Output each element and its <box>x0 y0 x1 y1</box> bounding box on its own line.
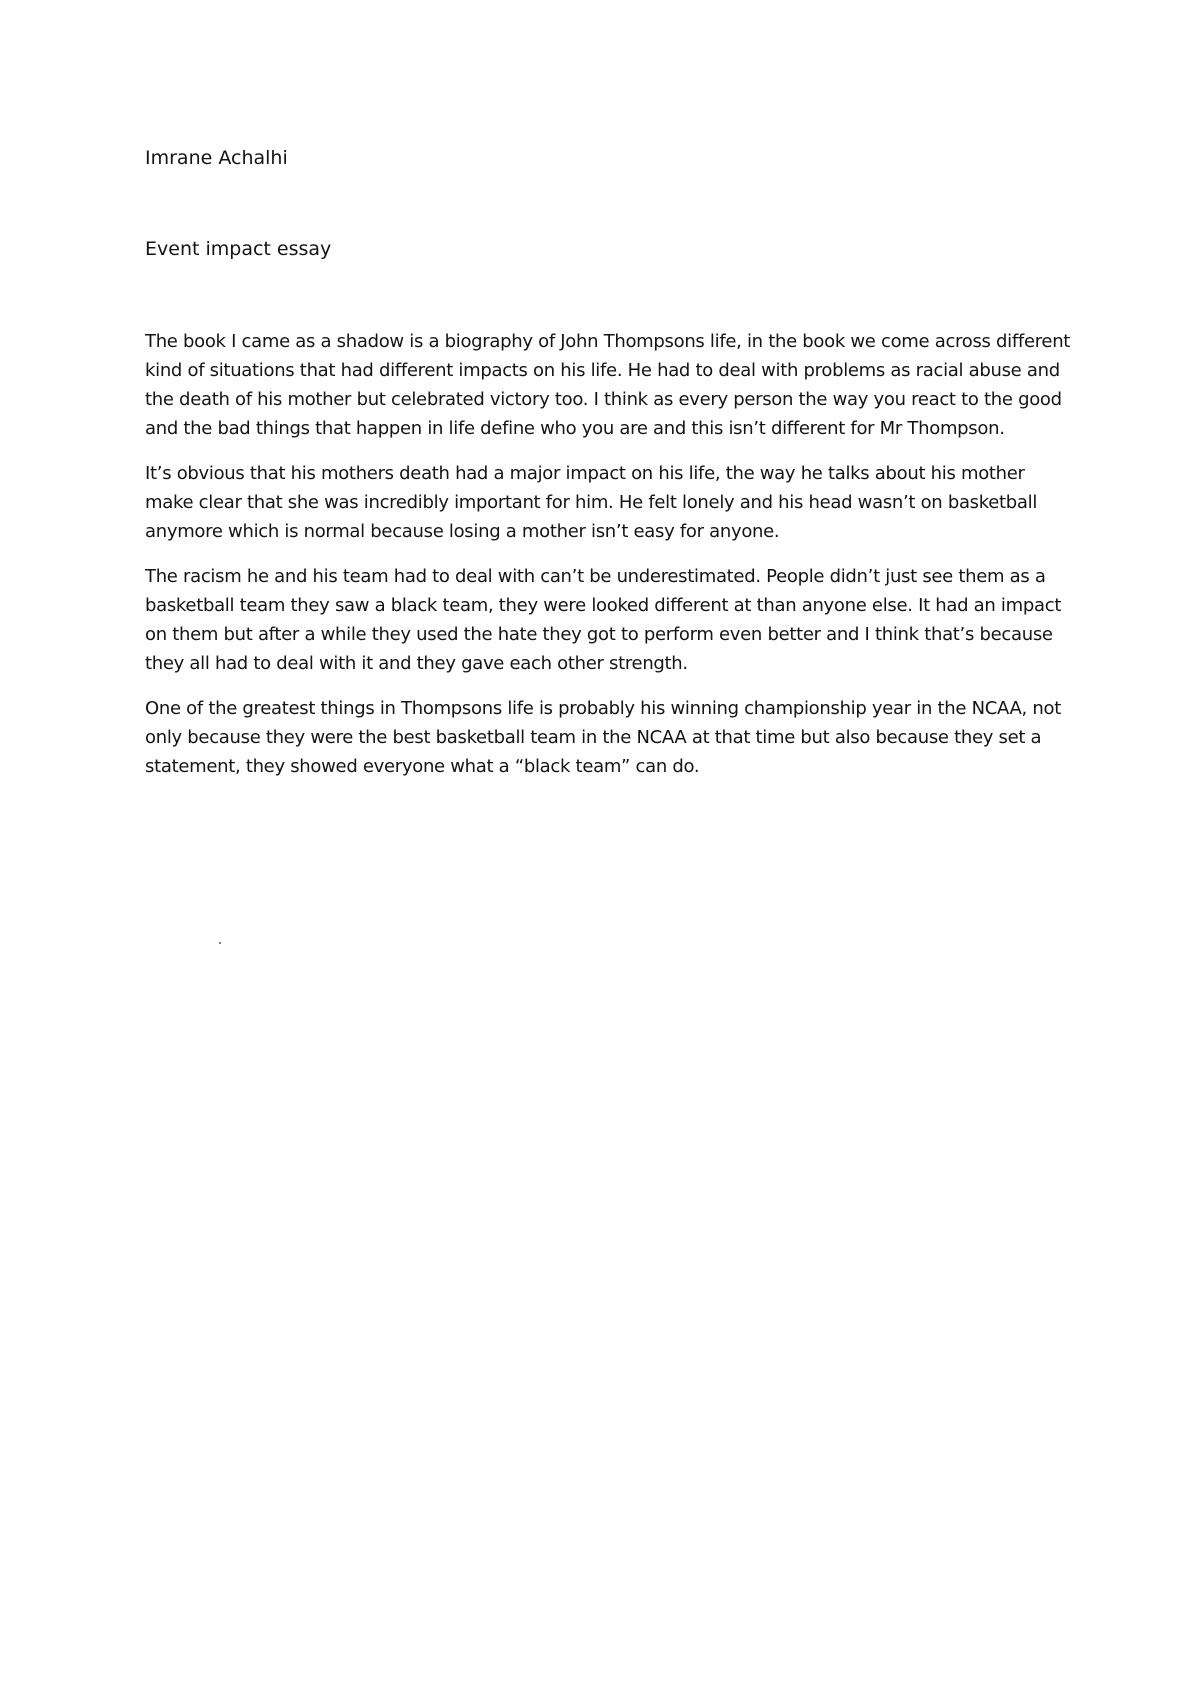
paragraph-1: The book I came as a shadow is a biography of John Thompsons life, in the book we come across different kind of situations that had different impacts on his life. He had to deal with problems as racial abuse and the death of his mother but celebrated victory too. I think as every person the way you react to the good and the bad things that happen in life define who you are and this isn’t different for Mr Thompson. <box>145 331 1071 439</box>
essay-title: Event impact essay <box>145 238 332 260</box>
paragraph-2: It’s obvious that his mothers death had a major impact on his life, the way he talks about his mother make clear that she was incredibly important for him. He felt lonely and his head wasn’t on basketball anymore which is normal because losing a mother isn’t easy for anyone. <box>145 463 1038 542</box>
paragraph-4: One of the greatest things in Thompsons life is probably his winning championship year in the NCAA, not only because they were the best basketball team in the NCAA at that time but also because they set a statement, they showed everyone what a “black team” can do. <box>145 698 1061 777</box>
paragraph-3: The racism he and his team had to deal with can’t be underestimated. People didn’t just see them as a basketball team they saw a black team, they were looked different at than anyone else. It had an impact on them but after a while they used the hate they got to perform even better and I think that’s because they all had to deal with it and they gave each other strength. <box>145 566 1062 674</box>
author-name: Imrane Achalhi <box>145 147 288 169</box>
essay-body <box>145 327 1075 781</box>
stray-dot-mark <box>219 942 221 944</box>
